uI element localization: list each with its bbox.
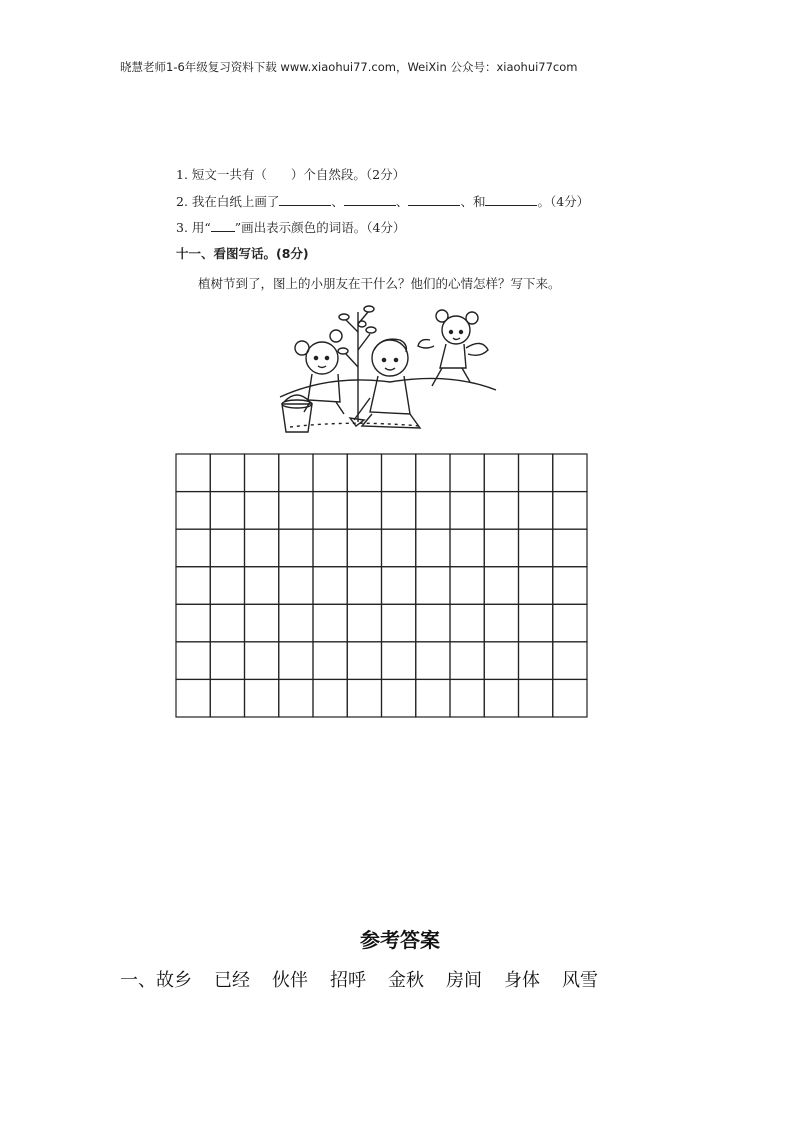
grid-cell[interactable]: [347, 529, 381, 567]
grid-cell[interactable]: [313, 679, 347, 717]
answer-title: 参考答案: [360, 928, 440, 952]
grid-cell[interactable]: [176, 679, 210, 717]
grid-cell[interactable]: [519, 679, 553, 717]
grid-cell[interactable]: [279, 679, 313, 717]
grid-cell[interactable]: [210, 567, 244, 605]
grid-cell[interactable]: [450, 567, 484, 605]
question-3: [176, 218, 405, 236]
answer-word: 招呼: [330, 970, 366, 991]
grid-cell[interactable]: [450, 642, 484, 680]
grid-cell[interactable]: [176, 604, 210, 642]
grid-cell[interactable]: [279, 529, 313, 567]
question-2-text-a: 2. 我在白纸上画了: [176, 194, 280, 209]
grid-cell[interactable]: [347, 679, 381, 717]
answer-blank-2: [344, 193, 396, 206]
answer-word: 已经: [214, 970, 250, 991]
grid-cell[interactable]: [210, 604, 244, 642]
grid-cell[interactable]: [416, 529, 450, 567]
grid-cell[interactable]: [519, 604, 553, 642]
grid-cell[interactable]: [484, 604, 518, 642]
grid-cell[interactable]: [519, 454, 553, 492]
grid-cell[interactable]: [347, 642, 381, 680]
answer-label: 一、: [120, 970, 156, 991]
answer-word: 房间: [446, 970, 482, 991]
grid-cell[interactable]: [245, 567, 279, 605]
grid-cell[interactable]: [210, 492, 244, 530]
grid-cell[interactable]: [245, 604, 279, 642]
grid-cell[interactable]: [382, 604, 416, 642]
grid-cell[interactable]: [279, 567, 313, 605]
grid-cell[interactable]: [245, 492, 279, 530]
grid-cell[interactable]: [176, 567, 210, 605]
grid-cell[interactable]: [416, 567, 450, 605]
grid-cell[interactable]: [176, 454, 210, 492]
question-2: [176, 192, 589, 210]
separator: 、: [331, 194, 344, 209]
grid-cell[interactable]: [553, 604, 587, 642]
grid-cell[interactable]: [210, 642, 244, 680]
question-1-text-a: 1. 短文一共有（: [176, 167, 267, 182]
grid-cell[interactable]: [382, 567, 416, 605]
grid-cell[interactable]: [519, 642, 553, 680]
grid-cell[interactable]: [279, 604, 313, 642]
grid-cell[interactable]: [347, 492, 381, 530]
grid-cell[interactable]: [450, 454, 484, 492]
grid-cell[interactable]: [450, 529, 484, 567]
question-3-text-b: ”画出表示颜色的词语。（4分）: [234, 220, 406, 235]
answer-blank-4: [485, 193, 537, 206]
grid-cell[interactable]: [313, 529, 347, 567]
grid-cell[interactable]: [416, 679, 450, 717]
grid-cell[interactable]: [416, 604, 450, 642]
grid-cell[interactable]: [245, 454, 279, 492]
writing-grid[interactable]: [175, 453, 588, 718]
grid-cell[interactable]: [382, 679, 416, 717]
underline-sample: [211, 219, 235, 232]
section-title: 十一、看图写话。(8分): [176, 246, 309, 261]
question-1: [176, 165, 405, 183]
grid-cell[interactable]: [210, 529, 244, 567]
grid-cell[interactable]: [553, 454, 587, 492]
grid-cell[interactable]: [245, 679, 279, 717]
page-header: 晓慧老师1-6年级复习资料下载 www.xiaohui77.com，WeiXin 公众号：xiaohui77com: [120, 60, 578, 74]
grid-cell[interactable]: [519, 492, 553, 530]
grid-cell[interactable]: [553, 642, 587, 680]
grid-cell[interactable]: [313, 567, 347, 605]
grid-cell[interactable]: [484, 679, 518, 717]
grid-cell[interactable]: [484, 642, 518, 680]
grid-cell[interactable]: [484, 567, 518, 605]
grid-cell[interactable]: [416, 642, 450, 680]
answer-word: 身体: [504, 970, 540, 991]
answer-word: 风雪: [562, 970, 598, 991]
question-1-text-b: ）个自然段。（2分）: [290, 167, 406, 182]
grid-cell[interactable]: [382, 529, 416, 567]
grid-cell[interactable]: [519, 529, 553, 567]
section-prompt: 植树节到了，图上的小朋友在干什么？他们的心情怎样？写下来。: [198, 276, 561, 291]
grid-cell[interactable]: [382, 642, 416, 680]
grid-cell[interactable]: [450, 492, 484, 530]
grid-cell[interactable]: [416, 492, 450, 530]
grid-cell[interactable]: [553, 492, 587, 530]
grid-cell[interactable]: [450, 604, 484, 642]
grid-cell[interactable]: [382, 492, 416, 530]
conjunction: 、和: [460, 194, 486, 209]
answer-blank-1: [279, 193, 331, 206]
grid-cell[interactable]: [313, 492, 347, 530]
grid-cell[interactable]: [313, 454, 347, 492]
separator: 、: [395, 194, 409, 209]
grid-cell[interactable]: [245, 529, 279, 567]
grid-cell[interactable]: [484, 529, 518, 567]
grid-cell[interactable]: [210, 454, 244, 492]
grid-cell[interactable]: [176, 642, 210, 680]
grid-cell[interactable]: [553, 679, 587, 717]
grid-cell[interactable]: [553, 567, 587, 605]
answer-word: 故乡: [156, 970, 192, 991]
grid-cell[interactable]: [553, 529, 587, 567]
grid-cell[interactable]: [176, 492, 210, 530]
grid-cell[interactable]: [313, 604, 347, 642]
grid-cell[interactable]: [347, 454, 381, 492]
grid-cell[interactable]: [416, 454, 450, 492]
answer-list: [120, 966, 620, 992]
answer-word: 伙伴: [272, 970, 308, 991]
grid-cell[interactable]: [279, 642, 313, 680]
tree-planting-illustration: [270, 302, 506, 440]
grid-cell[interactable]: [245, 642, 279, 680]
answer-blank-3: [408, 193, 460, 206]
grid-cell[interactable]: [519, 567, 553, 605]
grid-cell[interactable]: [484, 454, 518, 492]
grid-cell[interactable]: [313, 642, 347, 680]
grid-cell[interactable]: [484, 492, 518, 530]
grid-cell[interactable]: [382, 454, 416, 492]
grid-cell[interactable]: [176, 529, 210, 567]
grid-cell[interactable]: [347, 567, 381, 605]
grid-cell[interactable]: [347, 604, 381, 642]
grid-cell[interactable]: [279, 492, 313, 530]
answer-word: 金秋: [388, 970, 424, 991]
grid-cell[interactable]: [450, 679, 484, 717]
question-3-text-a: 3. 用“: [176, 220, 211, 235]
grid-cell[interactable]: [210, 679, 244, 717]
grid-cell[interactable]: [279, 454, 313, 492]
question-2-end: 。（4分）: [537, 194, 590, 209]
